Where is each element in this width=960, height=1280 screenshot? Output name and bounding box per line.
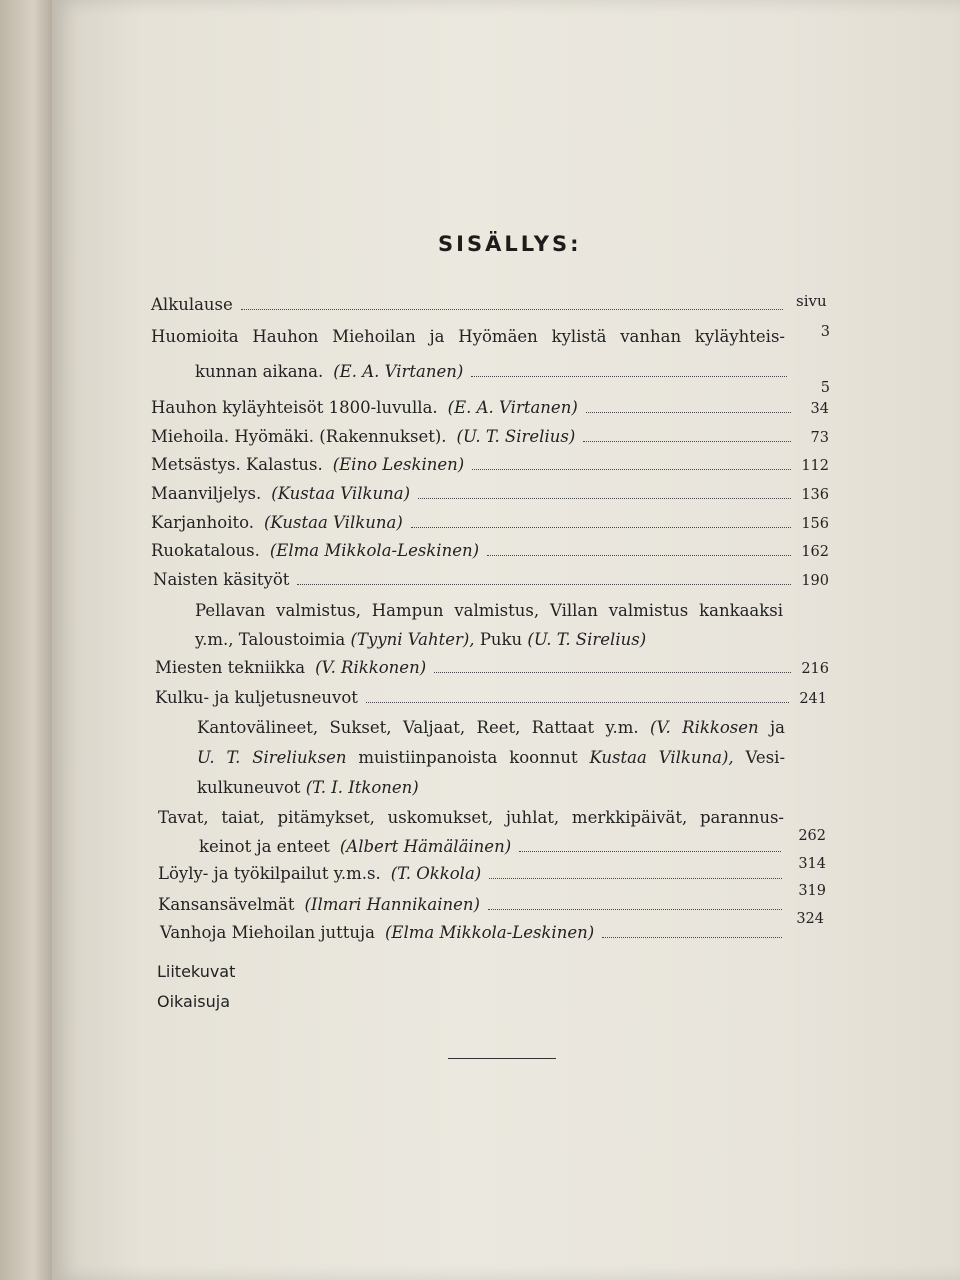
toc-author: (Ilmari Hannikainen) [304,895,480,914]
toc-label: Kulku- ja kuljetusneuvot [155,688,358,707]
page-title: SISÄLLYS: [438,232,582,256]
leader-dots [418,498,791,499]
toc-page-number: 314 [798,856,826,872]
toc-page-number: 34 [810,401,829,417]
toc-author: (Kustaa Vilkuna) [271,484,411,503]
toc-subentry-line2: y.m., Taloustoimia (Tyyni Vahter), Puku (U. T. Sirelius) [195,630,647,649]
toc-entry-rakennukset [151,427,829,446]
leader-dots [586,412,791,413]
toc-subentry-kulku-line1: Kantovälineet, Sukset, Valjaat, Reet, Rattaat y.m. (V. Rikkosen ja [197,718,785,737]
toc-entry-loyly [158,864,790,883]
toc-entry-maanviljelys [151,484,829,503]
toc-page-number: 190 [801,573,829,589]
toc-author: (Eino Leskinen) [332,455,465,474]
toc-page-number: 262 [798,828,826,844]
leader-dots [434,672,791,673]
toc-page-number: 241 [799,691,827,707]
toc-entry-huomioita-line1: Huomioita Hauhon Miehoilan ja Hyömäen kylistä vanhan kyläyhteis- [151,327,785,346]
facing-page-edge [0,0,60,1280]
leader-dots [297,584,791,585]
toc-subentry-line1: Pellavan valmistus, Hampun valmistus, Villan valmistus kankaaksi [195,601,783,620]
toc-author: (U. T. Sirelius) [456,427,576,446]
toc-entry-liitekuvat: Liitekuvat [157,962,236,981]
toc-page-number: 73 [810,430,829,446]
toc-entry-huomioita-line2 [195,362,795,381]
toc-entry-tavat-line2 [199,837,789,856]
toc-author: (Kustaa Vilkuna) [264,513,403,532]
leader-dots [489,878,782,879]
leader-dots [488,909,782,910]
toc-author: (T. Okkola) [390,864,482,883]
toc-label: Karjanhoito. [151,513,254,532]
toc-label: Metsästys. Kalastus. [151,455,323,474]
leader-dots [472,469,791,470]
leader-dots [366,702,789,703]
toc-entry-miesten-tekniikka [155,658,829,677]
toc-page-number: 112 [801,458,829,474]
toc-label: Ruokatalous. [151,541,260,560]
toc-page-number: 3 [820,324,830,340]
toc-entry-kylayhteisot [151,398,829,417]
toc-label: kunnan aikana. [195,362,324,381]
toc-author: (V. Rikkonen) [315,658,427,677]
toc-author: (Elma Mikkola-Leskinen) [384,923,595,942]
toc-author: (E. A. Virtanen) [333,362,464,381]
toc-label: Alkulause [151,295,233,314]
closing-rule [448,1058,556,1059]
leader-dots [241,309,783,310]
toc-label: Miesten tekniikka [155,658,306,677]
toc-page-number: 319 [798,883,826,899]
toc-label: Maanviljelys. [151,484,262,503]
toc-entry-vanhoja-juttuja [160,923,790,942]
toc-entry-naisten-kasityot [153,570,829,589]
toc-label: Vanhoja Miehoilan juttuja [160,923,375,942]
toc-label: Naisten käsityöt [153,570,290,589]
toc-author: (Albert Hämäläinen) [339,837,512,856]
column-label-sivu: sivu [796,292,827,310]
toc-entry-karjanhoito [151,513,829,532]
leader-dots [471,376,787,377]
toc-subentry-kulku-line2: U. T. Sireliuksen muistiinpanoista koonnut Kustaa Vilkuna), Vesi- [197,748,786,767]
toc-entry-tavat-line1: Tavat, taiat, pitämykset, uskomukset, juhlat, merkkipäivät, parannus- [158,808,784,827]
toc-label: Löyly- ja työkilpailut y.m.s. [158,864,381,883]
toc-page-number: 5 [820,380,830,396]
leader-dots [602,937,782,938]
toc-label: Miehoila. Hyömäki. (Rakennukset). [151,427,447,446]
toc-label: Kansansävelmät [158,895,295,914]
toc-entry-oikaisuja: Oikaisuja [157,992,230,1011]
toc-entry-kansansavelmat [158,895,790,914]
toc-entry-ruokatalous [151,541,829,560]
leader-dots [519,851,781,852]
toc-page-number: 324 [796,911,824,927]
toc-entry-metsastys [151,455,829,474]
leader-dots [583,441,791,442]
toc-page-number: 216 [801,661,829,677]
toc-entry-kulkuneuvot [155,688,827,707]
toc-label: Hauhon kyläyhteisöt 1800-luvulla. [151,398,438,417]
toc-author: (E. A. Virtanen) [447,398,578,417]
toc-author: (Elma Mikkola-Leskinen) [269,541,480,560]
toc-page-number: 156 [801,516,829,532]
toc-page-number: 136 [801,487,829,503]
toc-subentry-kulku-line3: kulkuneuvot (T. I. Itkonen) [197,778,419,797]
toc-label: keinot ja enteet [199,837,330,856]
toc-entry-alkulause [151,295,791,314]
toc-page-number: 162 [801,544,829,560]
leader-dots [487,555,791,556]
leader-dots [411,527,791,528]
